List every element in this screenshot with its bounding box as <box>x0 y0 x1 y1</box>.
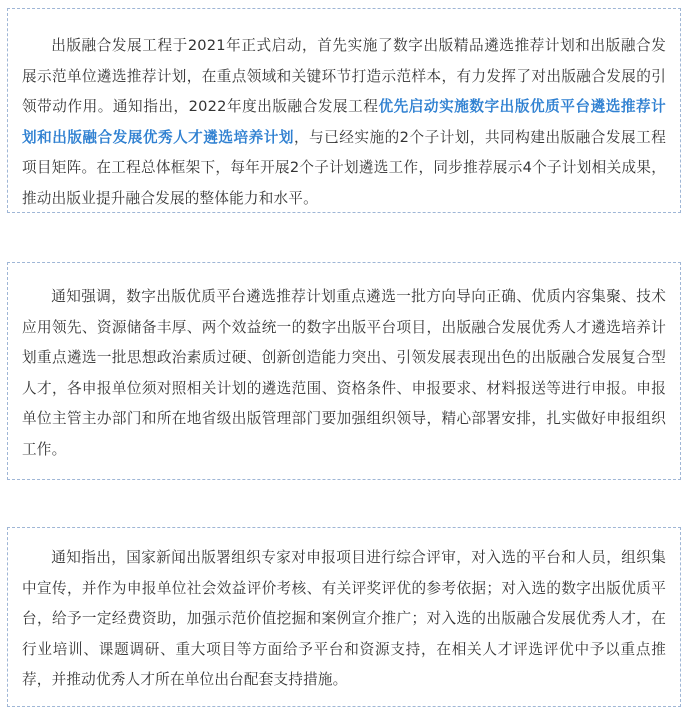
paragraph-1-text-before: 出版融合发展工程于2021年正式启动，首先实施了数字出版精品遴选推荐计划和出版融合发展示范单位遴选推荐计划，在重点领域和关键环节打造示范样本，有力发挥了对出版融合发展的引领带动作用。通知指出，2022年度出版融合发展工程 <box>22 37 666 115</box>
paragraph-3: 通知指出，国家新闻出版署组织专家对申报项目进行综合评审，对入选的平台和人员，组织集中宣传，并作为申报单位社会效益评价考核、有关评奖评优的参考依据；对入选的数字出版优质平台，给予一定经费资助，加强示范价值挖掘和案例宣介推广；对入选的出版融合发展优秀人才，在行业培训、课题调研、重大项目等方面给予平台和资源支持，在相关人才评选评优中予以重点推荐，并推动优秀人才所在单位出台配套支持措施。 <box>22 549 666 688</box>
paragraph-box-3 <box>7 527 681 707</box>
paragraph-2: 通知强调，数字出版优质平台遴选推荐计划重点遴选一批方向导向正确、优质内容集聚、技术应用领先、资源储备丰厚、两个效益统一的数字出版平台项目，出版融合发展优秀人才遴选培养计划重点遴选一批思想政治素质过硬、创新创造能力突出、引领发展表现出色的出版融合发展复合型人才，各申报单位须对照相关计划的遴选范围、资格条件、申报要求、材料报送等进行申报。申报单位主管主办部门和所在地省级出版管理部门要加强组织领导，精心部署安排，扎实做好申报组织工作。 <box>22 288 666 458</box>
paragraph-1 <box>22 31 666 214</box>
paragraph-box-2 <box>7 262 681 480</box>
paragraph-1-highlight: 优先启动实施数字出版优质平台遴选推荐计划和出版融合发展优秀人才遴选培养计划 <box>22 98 666 146</box>
paragraph-1-text-after: ，与已经实施的2个子计划，共同构建出版融合发展工程项目矩阵。在工程总体框架下，每年开展2个子计划遴选工作，同步推荐展示4个子计划相关成果，推动出版业提升融合发展的整体能力和水平。 <box>22 128 666 207</box>
paragraph-box-1 <box>7 8 681 213</box>
